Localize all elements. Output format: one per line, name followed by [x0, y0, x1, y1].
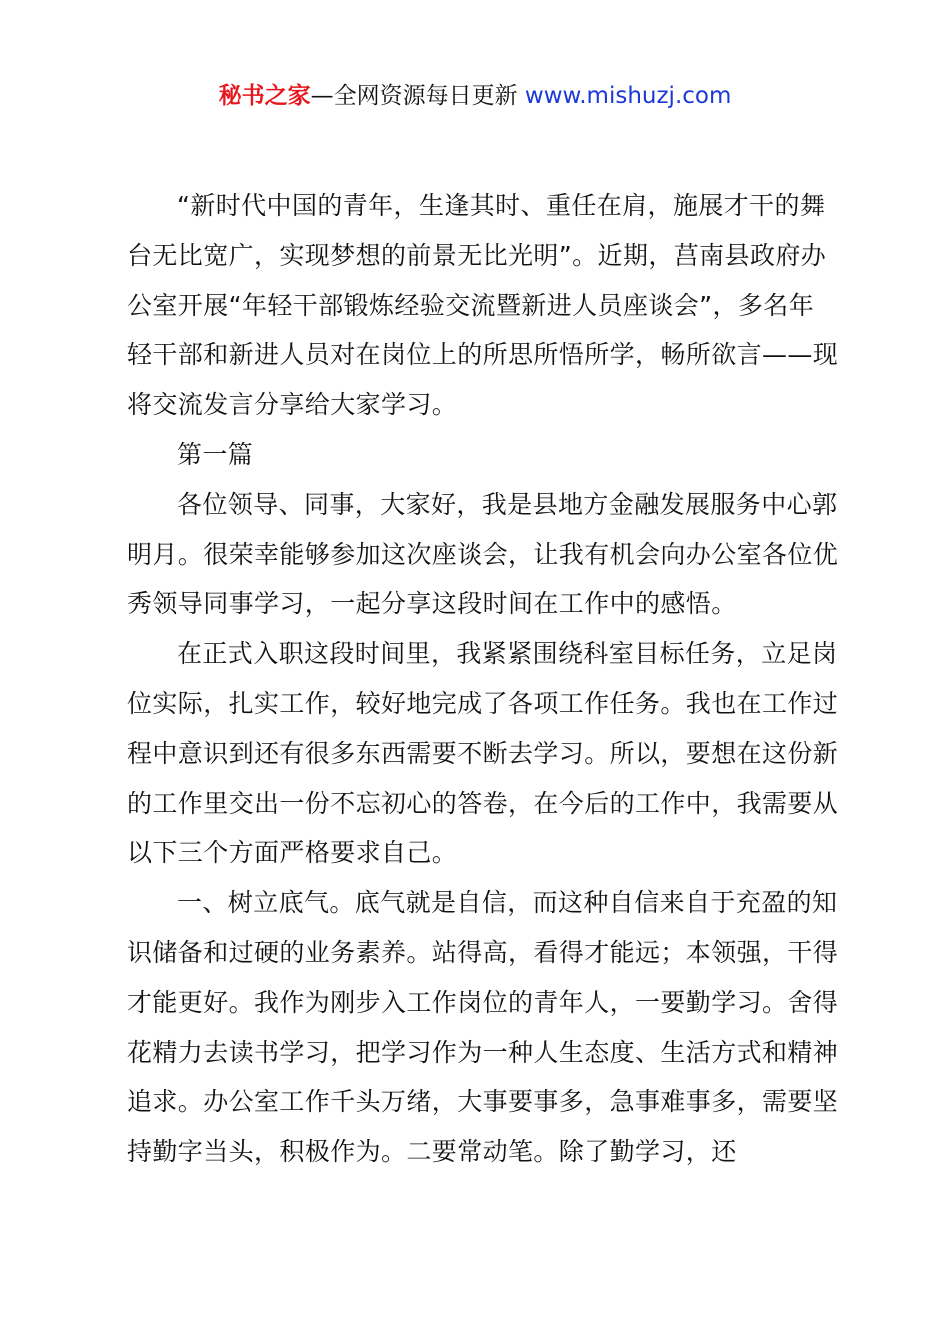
body-paragraph: 各位领导、同事，大家好，我是县地方金融发展服务中心郭明月。很荣幸能够参加这次座谈会，让我有机会向办公室各位优秀领导同事学习，一起分享这段时间在工作中的感悟。 [127, 489, 839, 619]
section-heading: 第一篇 [177, 439, 254, 469]
page-header [0, 80, 950, 112]
document-body [127, 181, 839, 1177]
header-tagline: —全网资源每日更新 [310, 83, 525, 109]
website-url[interactable]: www.mishuzj.com [524, 83, 732, 109]
brand-name: 秘书之家 [218, 83, 311, 109]
body-paragraph: 在正式入职这段时间里，我紧紧围绕科室目标任务，立足岗位实际，扎实工作，较好地完成了各项工作任务。我也在工作过程中意识到还有很多东西需要不断去学习。所以，要想在这份新的工作里交出一份不忘初心的答卷，在今后的工作中，我需要从以下三个方面严格要求自己。 [127, 639, 839, 868]
body-paragraph: 一、树立底气。底气就是自信，而这种自信来自于充盈的知识储备和过硬的业务素养。站得高，看得才能远；本领强，干得才能更好。我作为刚步入工作岗位的青年人，一要勤学习。舍得花精力去读书学习，把学习作为一种人生态度、生活方式和精神追求。办公室工作千头万绪，大事要事多，急事难事多，需要坚持勤字当头，积极作为。二要常动笔。除了勤学习，还 [127, 888, 839, 1167]
intro-paragraph: “新时代中国的青年，生逢其时、重任在肩，施展才干的舞台无比宽广，实现梦想的前景无比光明”。近期，莒南县政府办公室开展“年轻干部锻炼经验交流暨新进人员座谈会”，多名年轻干部和新进人员对在岗位上的所思所悟所学，畅所欲言——现将交流发言分享给大家学习。 [127, 191, 839, 420]
